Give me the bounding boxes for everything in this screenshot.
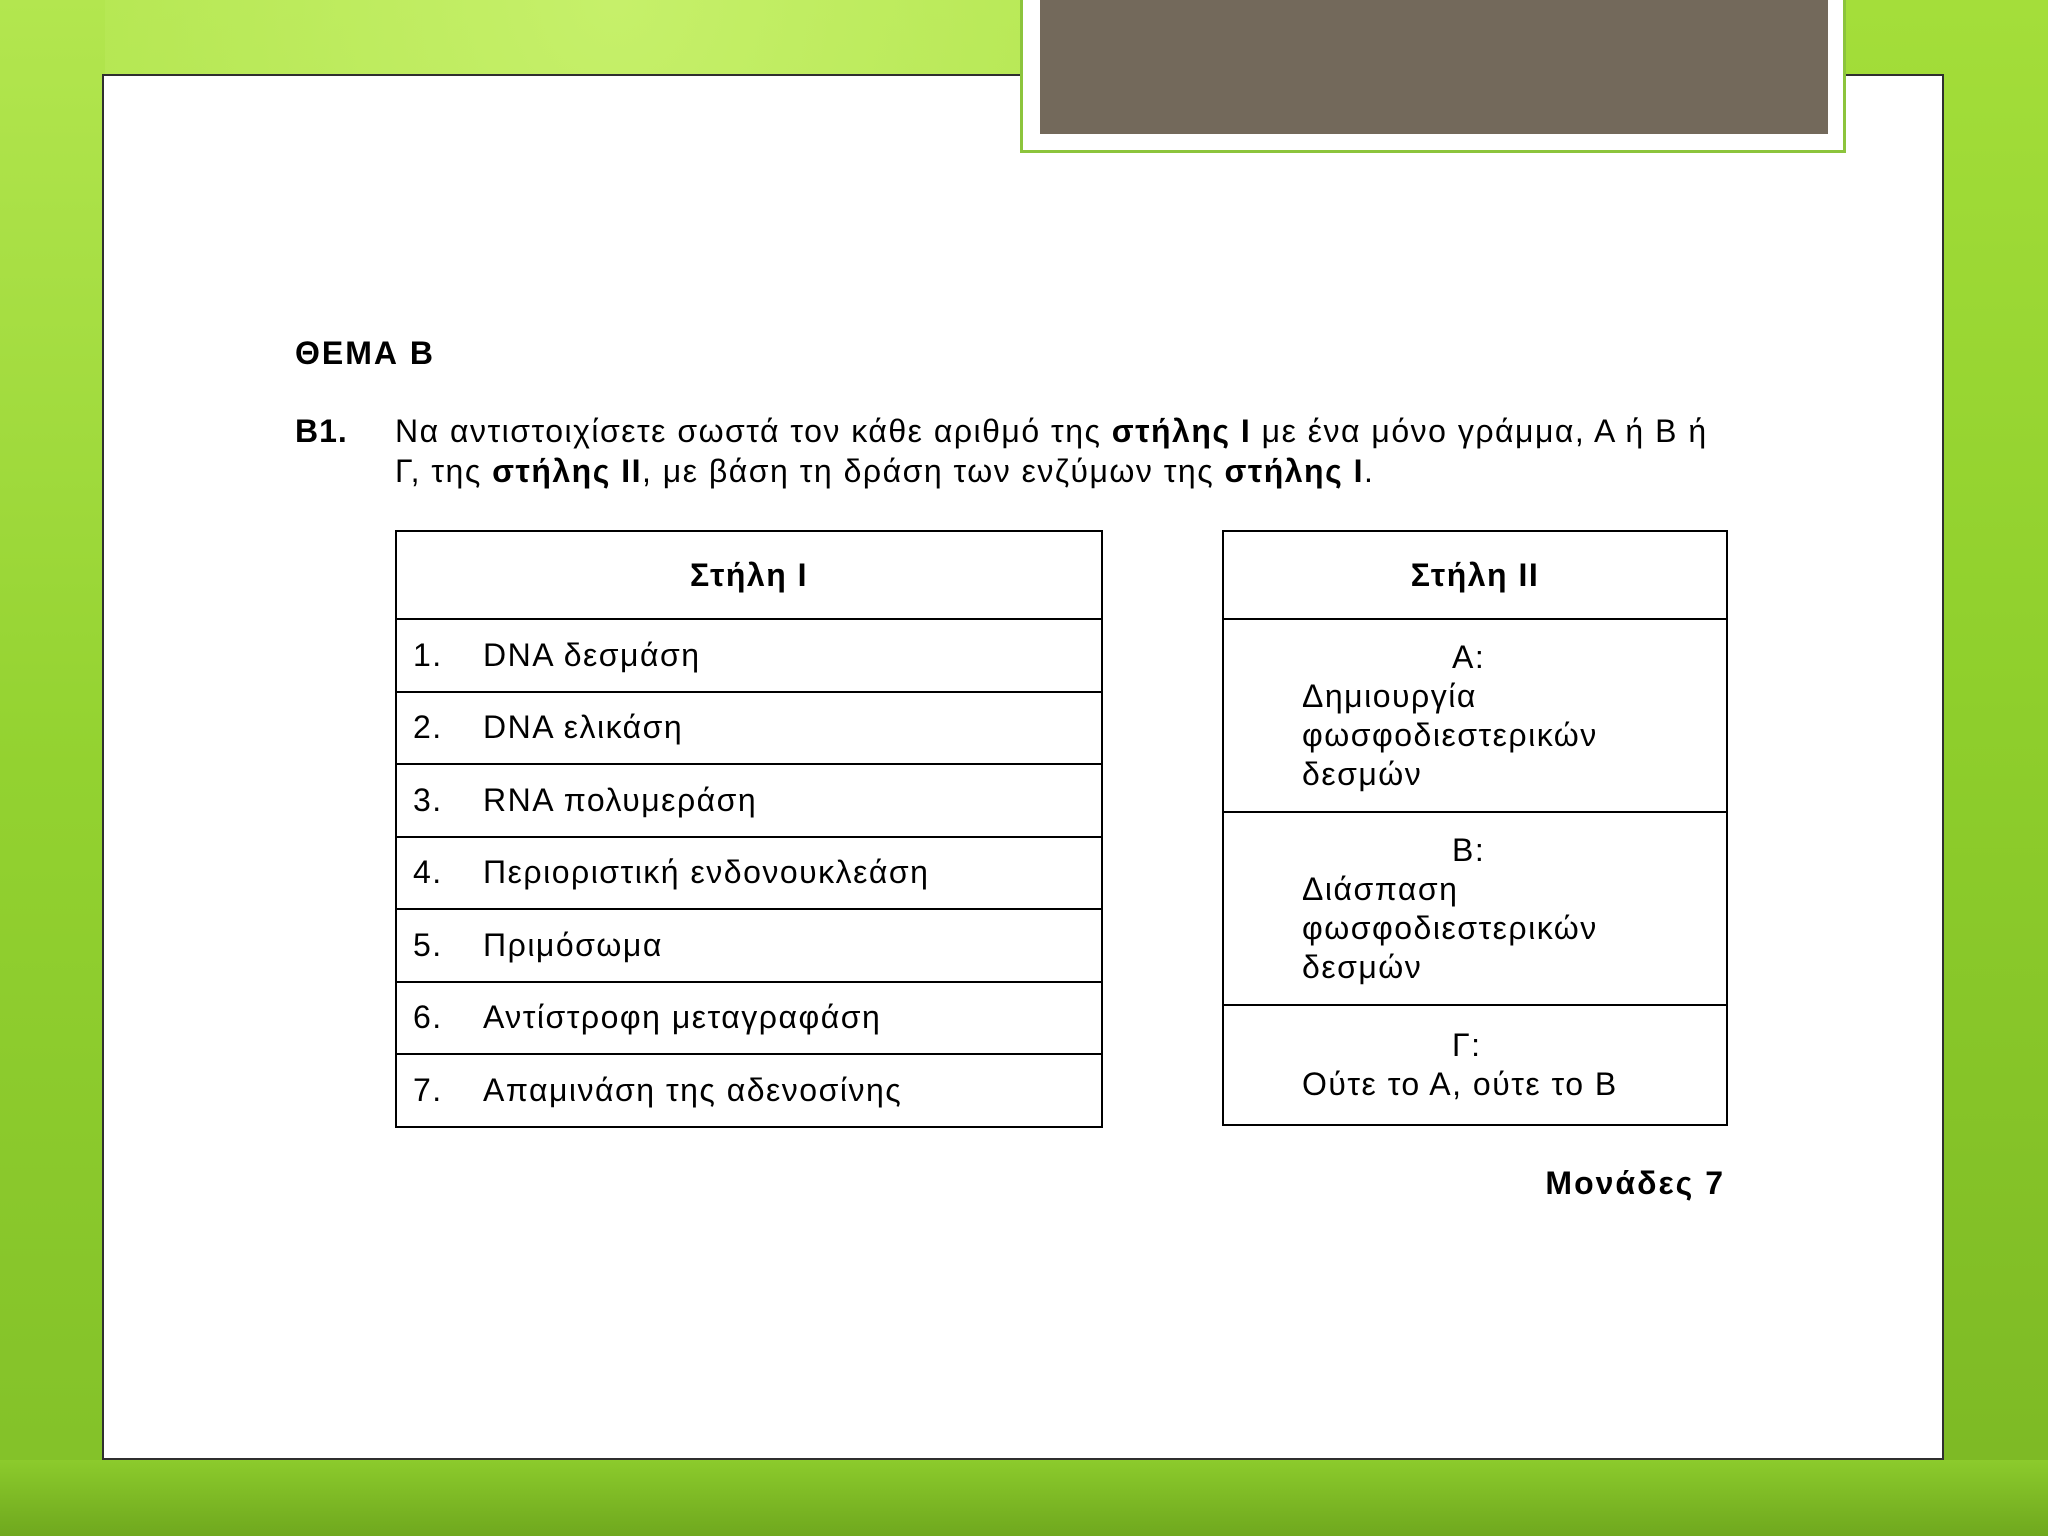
question-text-part: με ένα μόνο γράμμα, Α ή Β ή Γ, της [395, 413, 1708, 489]
item-label: DNA δεσμάση [483, 636, 701, 673]
option-line: Δημιουργία [1302, 677, 1477, 714]
item-number: 7. [413, 1071, 443, 1108]
table-row [396, 764, 1102, 837]
question-number: Β1. [295, 413, 348, 449]
question-bold-column-one: στήλης Ι [1111, 413, 1252, 449]
column-one-header: Στήλη Ι [396, 531, 1102, 619]
item-label: Περιοριστική ενδονουκλεάση [483, 854, 930, 891]
item-number: 5. [413, 926, 443, 963]
table-row [396, 1054, 1102, 1127]
option-letter: Γ: [1452, 1027, 1482, 1063]
option-line: φωσφοδιεστερικών [1302, 716, 1598, 753]
question-text-part: , με βάση τη δράση των ενζύμων της [642, 453, 1225, 489]
item-label: Αντίστροφη μεταγραφάση [483, 999, 882, 1036]
option-letter: Β: [1452, 831, 1486, 868]
title-placeholder-bar [1040, 0, 1828, 134]
question-text-part: Να αντιστοιχίσετε σωστά τον κάθε αριθμό της [395, 413, 1112, 449]
option-line: δεσμών [1302, 948, 1423, 985]
column-two-header: Στήλη ΙΙ [1223, 531, 1727, 619]
question-text [395, 411, 1725, 491]
table-row [1223, 1005, 1727, 1125]
table-row [396, 837, 1102, 910]
column-two-table [1222, 530, 1728, 1126]
table-row [396, 619, 1102, 692]
table-row [396, 982, 1102, 1055]
question-text-part: . [1364, 453, 1375, 489]
question-bold-column-one: στήλης Ι [1224, 453, 1364, 489]
item-number: 1. [413, 636, 443, 673]
item-label: RNA πολυμεράση [483, 781, 758, 818]
item-label: Απαμινάση της αδενοσίνης [483, 1071, 903, 1108]
item-number: 4. [413, 854, 443, 891]
question-bold-column-two: στήλης ΙΙ [492, 453, 643, 489]
item-number: 3. [413, 781, 443, 818]
table-row [1223, 812, 1727, 1005]
background-left-strip [0, 0, 105, 1536]
section-heading: ΘΕΜΑ Β [295, 335, 435, 371]
item-label: DNA ελικάση [483, 709, 684, 746]
item-number: 6. [413, 999, 443, 1036]
option-line: δεσμών [1302, 755, 1423, 792]
table-row [1223, 619, 1727, 812]
option-line: Διάσπαση [1302, 870, 1459, 907]
item-label: Πριμόσωμα [483, 926, 663, 963]
option-line: Ούτε το Α, ούτε το Β [1302, 1066, 1618, 1102]
table-row [396, 909, 1102, 982]
background-bottom-strip [0, 1460, 2048, 1536]
column-one-table [395, 530, 1103, 1128]
option-line: φωσφοδιεστερικών [1302, 909, 1598, 946]
table-row [396, 692, 1102, 765]
option-letter: Α: [1452, 638, 1486, 675]
points-label: Μονάδες 7 [1545, 1165, 1725, 1201]
item-number: 2. [413, 709, 443, 746]
